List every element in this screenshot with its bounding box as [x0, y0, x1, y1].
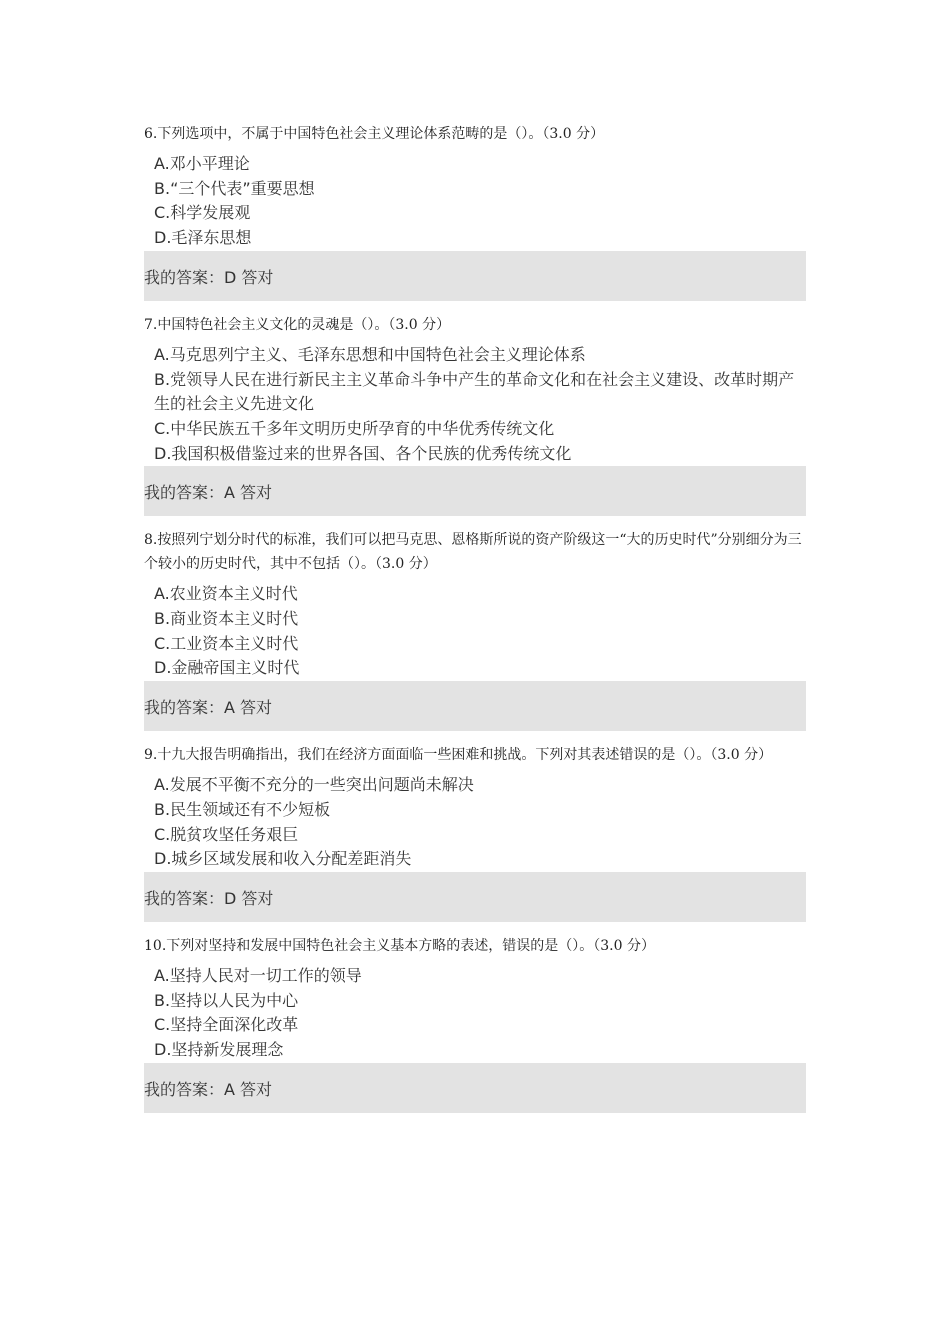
option-d: D.我国积极借鉴过来的世界各国、各个民族的优秀传统文化 [154, 443, 572, 463]
my-answer: 我的答案：A 答对 [144, 681, 806, 731]
option-b: B.坚持以人民为中心 [154, 990, 299, 1010]
option-a: A.邓小平理论 [154, 154, 250, 173]
option-c: C.脱贫攻坚任务艰巨 [154, 824, 299, 844]
option-a: A.农业资本主义时代 [154, 584, 298, 604]
option-c: C.中华民族五千多年文明历史所孕育的中华优秀传统文化 [154, 418, 555, 438]
option-a: A.坚持人民对一切工作的领导 [154, 965, 362, 985]
option-list [144, 964, 806, 1063]
my-answer: 我的答案：D 答对 [144, 251, 806, 301]
option-b: B.“三个代表”重要思想 [154, 178, 315, 198]
option-c: C.坚持全面深化改革 [154, 1015, 299, 1035]
question-10 [144, 930, 806, 1113]
question-title: 6.下列选项中，不属于中国特色社会主义理论体系范畴的是（）。（3.0 分） [144, 126, 605, 142]
question-title: 10.下列对坚持和发展中国特色社会主义基本方略的表述，错误的是（）。（3.0 分） [144, 937, 655, 954]
option-a: A.马克思列宁主义、毛泽东思想和中国特色社会主义理论体系 [154, 344, 586, 364]
option-list [144, 773, 806, 872]
option-b: B.党领导人民在进行新民主主义革命斗争中产生的革命文化和在社会主义建设、改革时期产生的社会主义先进文化 [154, 369, 795, 414]
question-6 [144, 118, 806, 301]
option-c: C.科学发展观 [154, 203, 251, 223]
option-d: D.城乡区域发展和收入分配差距消失 [154, 849, 412, 869]
option-d: D.毛泽东思想 [154, 228, 252, 248]
my-answer: 我的答案：D 答对 [144, 872, 806, 922]
question-title: 8.按照列宁划分时代的标准，我们可以把马克思、恩格斯所说的资产阶级这一“大的历史时代”分别细分为三个较小的历史时代，其中不包括（）。（3.0 分） [144, 532, 802, 573]
option-a: A.发展不平衡不充分的一些突出问题尚未解决 [154, 775, 474, 795]
option-list [144, 582, 806, 681]
question-title: 9.十九大报告明确指出，我们在经济方面面临一些困难和挑战。下列对其表述错误的是（）。（3.0 分） [144, 747, 773, 764]
option-d: D.坚持新发展理念 [154, 1040, 284, 1060]
question-7 [144, 309, 806, 517]
option-d: D.金融帝国主义时代 [154, 658, 300, 678]
option-b: B.商业资本主义时代 [154, 609, 299, 629]
question-title: 7.中国特色社会主义文化的灵魂是（）。（3.0 分） [144, 316, 451, 333]
option-list [144, 152, 806, 251]
option-c: C.工业资本主义时代 [154, 633, 299, 653]
option-list [144, 343, 806, 467]
option-b: B.民生领域还有不少短板 [154, 799, 331, 819]
quiz-page [144, 118, 806, 1121]
my-answer: 我的答案：A 答对 [144, 466, 806, 516]
question-9 [144, 739, 806, 922]
my-answer: 我的答案：A 答对 [144, 1063, 806, 1113]
question-8 [144, 524, 806, 731]
